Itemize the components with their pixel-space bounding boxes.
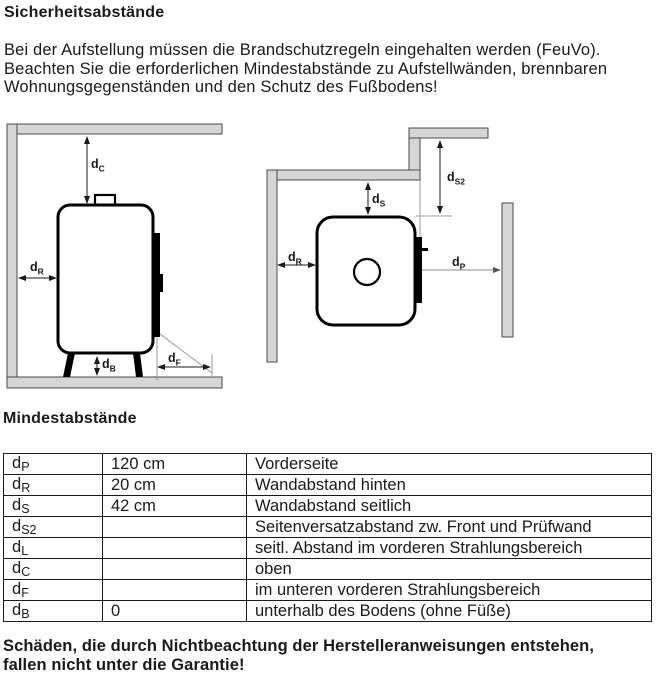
top-view-diagram	[267, 128, 513, 362]
distance-symbol: $d_P$	[4, 454, 103, 475]
intro-line: Bei der Aufstellung müssen die Brandschutzregeln eingehalten werden (FeuVo).	[4, 41, 601, 59]
distance-value	[103, 538, 247, 559]
ds2-arrowhead-down	[437, 206, 443, 214]
dim-label-ds: $d_S$	[372, 192, 386, 209]
distance-symbol: $d_L$	[4, 538, 103, 559]
stove-body-side	[58, 205, 153, 353]
table-row	[4, 601, 652, 622]
table-row	[4, 496, 652, 517]
distance-value	[103, 580, 247, 601]
distance-description: oben	[247, 559, 652, 580]
distance-value: 120 cm	[103, 454, 247, 475]
stove-leg-right	[133, 353, 143, 377]
table-row	[4, 475, 652, 496]
table-row	[4, 580, 652, 601]
side-view-diagram	[7, 124, 222, 388]
table-row	[4, 559, 652, 580]
safety-distance-diagrams	[0, 118, 665, 394]
min-distances-heading: Mindestabstände	[3, 410, 137, 427]
flue-circle	[354, 259, 380, 285]
distance-symbol: $d_R$	[4, 475, 103, 496]
door-handle-rod	[160, 274, 163, 292]
stove-door-side	[152, 233, 160, 337]
dim-label-df: $d_F$	[168, 351, 181, 368]
dim-label-dp: $d_P$	[452, 255, 466, 272]
distance-value	[103, 559, 247, 580]
ds2-arrowhead-up	[437, 140, 443, 148]
distance-value: 42 cm	[103, 496, 247, 517]
intro-paragraph	[4, 41, 607, 97]
distance-description: im unteren vorderen Strahlungsbereich	[247, 580, 652, 601]
dim-label-dc: $d_C$	[91, 157, 105, 174]
stove-leg-left	[63, 353, 75, 377]
distance-description: unterhalb des Bodens (ohne Füße)	[247, 601, 652, 622]
dp-arrowhead-right	[493, 267, 501, 273]
left-wall	[7, 124, 17, 377]
dr-top-arrowhead-left	[277, 262, 285, 268]
page-title: Sicherheitsabstände	[4, 4, 165, 21]
distance-symbol: $d_C$	[4, 559, 103, 580]
offset-test-wall	[409, 128, 488, 138]
db-arrowhead-down	[94, 368, 100, 376]
ceiling	[17, 124, 222, 134]
dr-top-arrowhead-right	[308, 262, 316, 268]
dr-arrowhead-left	[18, 275, 26, 281]
dc-arrowhead-up	[84, 136, 90, 144]
distance-value: 0	[103, 601, 247, 622]
df-arrowhead-left	[157, 364, 165, 370]
dc-arrowhead-down	[84, 196, 90, 204]
dr-arrowhead-right	[49, 275, 57, 281]
front-test-wall	[502, 203, 513, 337]
table-row	[4, 454, 652, 475]
rear-side-wall	[267, 170, 420, 180]
intro-line: Beachten Sie die erforderlichen Mindestabstände zu Aufstellwänden, brennbaren	[4, 59, 608, 78]
distance-description: Vorderseite	[247, 454, 652, 475]
warranty-warning	[3, 637, 594, 675]
distance-symbol: $d_F$	[4, 580, 103, 601]
distance-symbol: $d_S$	[4, 496, 103, 517]
distance-description: Wandabstand hinten	[247, 475, 652, 496]
ds-arrowhead-down	[365, 207, 371, 215]
distance-description: Seitenversatzabstand zw. Front und Prüfwand	[247, 517, 652, 538]
dim-label-ds2: $d_{S2}$	[447, 170, 466, 187]
ds-arrowhead-up	[365, 182, 371, 190]
db-arrowhead-up	[94, 356, 100, 364]
dim-label-dr-side: $d_R$	[30, 260, 44, 277]
dim-label-dr-top: $d_R$	[288, 250, 302, 267]
warning-line: fallen nicht unter die Garantie!	[3, 656, 245, 674]
distance-symbol: $d_B$	[4, 601, 103, 622]
dim-label-db: $d_B$	[102, 357, 116, 374]
rear-wall	[267, 170, 277, 362]
stove-door-top	[415, 237, 422, 303]
warning-line: Schäden, die durch Nichtbeachtung der Herstelleranweisungen entstehen,	[3, 637, 595, 655]
distance-value: 20 cm	[103, 475, 247, 496]
door-handle-top	[421, 248, 428, 251]
distance-description: Wandabstand seitlich	[247, 496, 652, 517]
distance-symbol: $d_{S2}$	[4, 517, 103, 538]
distance-description: seitl. Abstand im vorderen Strahlungsbereich	[247, 538, 652, 559]
table-row	[4, 538, 652, 559]
table-row	[4, 517, 652, 538]
floor	[7, 377, 222, 388]
distance-value	[103, 517, 247, 538]
min-distances-table	[3, 453, 652, 622]
intro-line: Wohnungsgegenständen und den Schutz des Fußbodens!	[4, 78, 438, 96]
